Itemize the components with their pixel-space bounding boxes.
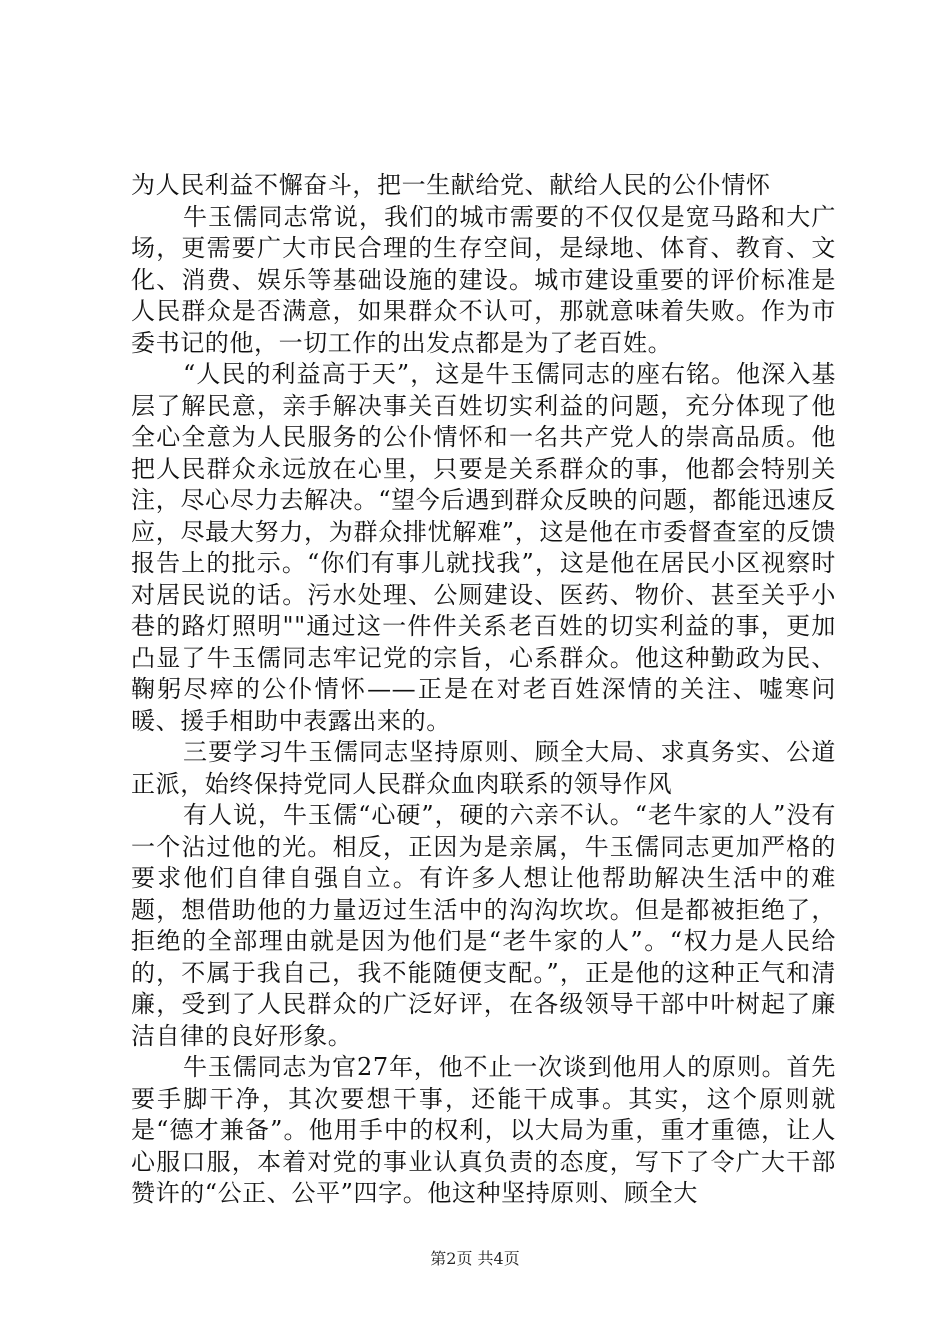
section-heading: 三要学习牛玉儒同志坚持原则、顾全大局、求真务实、公道正派，始终保持党同人民群众血肉联系的领导作风 <box>131 738 836 798</box>
page-number-footer: 第2页 共4页 <box>430 1249 520 1268</box>
paragraph-heading-continuation: 为人民利益不懈奋斗，把一生献给党、献给人民的公仆情怀 <box>131 171 771 199</box>
paragraph: 牛玉儒同志为官27年，他不止一次谈到他用人的原则。首先要手脚干净，其次要想干事，还能干成事。其实，这个原则就是“德才兼备”。他用手中的权利，以大局为重，重才重德，让人心服口服，本着对党的事业认真负责的态度，写下了令广大干部赞许的“公正、公平”四字。他这种坚持原则、顾全大 <box>131 1053 836 1207</box>
paragraph: “人民的利益高于天”，这是牛玉儒同志的座右铭。他深入基层了解民意，亲手解决事关百姓切实利益的问题，充分体现了他全心全意为人民服务的公仆情怀和一名共产党人的崇高品质。他把人民群众永远放在心里，只要是关系群众的事，他都会特别关注，尽心尽力去解决。“望今后遇到群众反映的问题，都能迅速反应，尽最大努力，为群众排忧解难”，这是他在市委督查室的反馈报告上的批示。“你们有事儿就找我”，这是他在居民小区视察时对居民说的话。污水处理、公厕建设、医药、物价、甚至关乎小巷的路灯照明""通过这一件件关系老百姓的切实利益的事，更加凸显了牛玉儒同志牢记党的宗旨，心系群众。他这种勤政为民、鞠躬尽瘁的公仆情怀——正是在对老百姓深情的关注、嘘寒问暖、援手相助中表露出来的。 <box>131 360 836 735</box>
paragraph: 牛玉儒同志常说，我们的城市需要的不仅仅是宽马路和大广场，更需要广大市民合理的生存空间，是绿地、体育、教育、文化、消费、娱乐等基础设施的建设。城市建设重要的评价标准是人民群众是否满意，如果群众不认可，那就意味着失败。作为市委书记的他，一切工作的出发点都是为了老百姓。 <box>131 202 836 357</box>
paragraph: 有人说，牛玉儒“心硬”，硬的六亲不认。“老牛家的人”没有一个沾过他的光。相反，正因为是亲属，牛玉儒同志更加严格的要求他们自律自强自立。有许多人想让他帮助解决生活中的难题，想借助他的力量迈过生活中的沟沟坎坎。但是都被拒绝了，拒绝的全部理由就是因为他们是“老牛家的人”。“权力是人民给的，不属于我自己，我不能随便支配。”，正是他的这种正气和清廉，受到了人民群众的广泛好评，在各级领导干部中叶树起了廉洁自律的良好形象。 <box>131 801 836 1050</box>
document-body <box>131 170 836 1210</box>
